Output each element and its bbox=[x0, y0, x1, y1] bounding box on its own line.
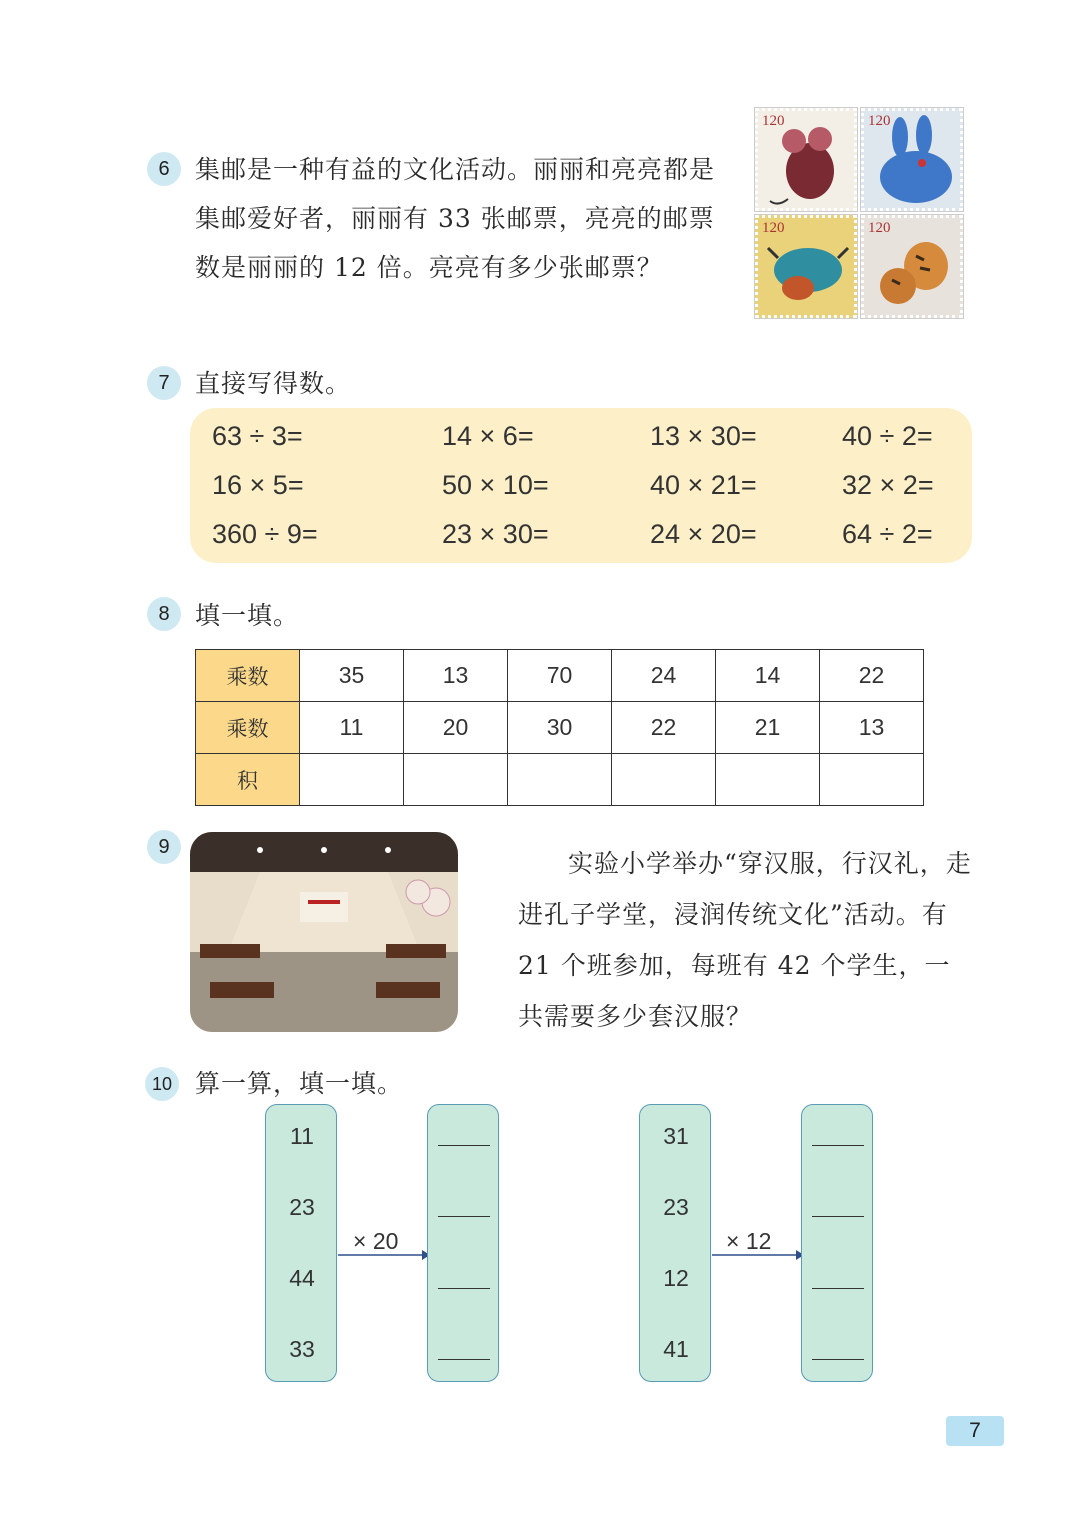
question-9-text: 实验小学举办“穿汉服，行汉礼，走进孔子学堂，浸润传统文化”活动。有 21 个班参加，每班有 42 个学生，一共需要多少套汉服？ bbox=[518, 849, 972, 1031]
input-value: 11 bbox=[290, 1123, 314, 1149]
operator-label-left: × 20 bbox=[353, 1228, 399, 1254]
input-value: 33 bbox=[289, 1336, 315, 1362]
page-number: 7 bbox=[946, 1416, 1004, 1446]
row-header: 乘数 bbox=[196, 650, 300, 702]
question-number-9: 9 bbox=[147, 830, 181, 864]
output-column-right bbox=[801, 1104, 873, 1382]
table-cell: 24 bbox=[612, 650, 716, 702]
multiplication-table bbox=[195, 649, 924, 806]
stamp-rabbit bbox=[861, 108, 963, 211]
question-7-title: 直接写得数。 bbox=[195, 369, 352, 398]
stamp-denomination: 120 bbox=[762, 220, 785, 236]
answer-blank[interactable] bbox=[812, 1216, 864, 1217]
table-cell: 13 bbox=[404, 650, 508, 702]
classroom-image bbox=[190, 832, 458, 1032]
row-header: 乘数 bbox=[196, 702, 300, 754]
rabbit-icon bbox=[864, 111, 963, 211]
answer-blank[interactable] bbox=[438, 1145, 490, 1146]
answer-blank[interactable] bbox=[438, 1216, 490, 1217]
input-value: 12 bbox=[663, 1265, 689, 1291]
answer-cell[interactable] bbox=[716, 754, 820, 806]
tiger-icon bbox=[864, 218, 963, 318]
question-number-6: 6 bbox=[147, 152, 181, 186]
zodiac-stamps-image bbox=[755, 108, 967, 322]
input-column-right bbox=[639, 1104, 711, 1382]
answer-cell[interactable] bbox=[820, 754, 924, 806]
answer-blank[interactable] bbox=[812, 1359, 864, 1360]
stamp-rat bbox=[755, 108, 857, 211]
calc-item: 32 × 2= bbox=[842, 470, 934, 500]
calc-item: 64 ÷ 2= bbox=[842, 519, 933, 549]
operator-label-right: × 12 bbox=[726, 1228, 772, 1254]
input-value: 31 bbox=[663, 1123, 689, 1149]
table-cell: 14 bbox=[716, 650, 820, 702]
answer-blank[interactable] bbox=[438, 1288, 490, 1289]
table-row bbox=[196, 702, 924, 754]
rat-icon bbox=[758, 111, 857, 211]
table-row bbox=[196, 650, 924, 702]
answer-blank[interactable] bbox=[438, 1359, 490, 1360]
table-cell: 13 bbox=[820, 702, 924, 754]
ox-icon bbox=[758, 218, 857, 318]
calc-item: 40 × 21= bbox=[650, 470, 757, 500]
table-cell: 22 bbox=[612, 702, 716, 754]
answer-blank[interactable] bbox=[812, 1288, 864, 1289]
question-number-7: 7 bbox=[147, 366, 181, 400]
mental-math-box bbox=[190, 408, 972, 563]
question-10-title: 算一算，填一填。 bbox=[195, 1069, 404, 1098]
calc-item: 40 ÷ 2= bbox=[842, 421, 933, 451]
calc-item: 14 × 6= bbox=[442, 421, 534, 451]
answer-cell[interactable] bbox=[300, 754, 404, 806]
table-cell: 20 bbox=[404, 702, 508, 754]
calc-item: 63 ÷ 3= bbox=[212, 421, 303, 451]
stamp-tiger bbox=[861, 215, 963, 318]
stamp-ox bbox=[755, 215, 857, 318]
input-value: 23 bbox=[289, 1194, 315, 1220]
input-column-left bbox=[265, 1104, 337, 1382]
table-cell: 21 bbox=[716, 702, 820, 754]
answer-cell[interactable] bbox=[508, 754, 612, 806]
question-6-text: 集邮是一种有益的文化活动。丽丽和亮亮都是集邮爱好者，丽丽有 33 张邮票，亮亮的邮票数是丽丽的 12 倍。亮亮有多少张邮票？ bbox=[195, 155, 716, 282]
question-number-8: 8 bbox=[147, 597, 181, 631]
stamp-denomination: 120 bbox=[868, 220, 891, 236]
calc-item: 50 × 10= bbox=[442, 470, 549, 500]
table-cell: 70 bbox=[508, 650, 612, 702]
table-row bbox=[196, 754, 924, 806]
row-header: 积 bbox=[196, 754, 300, 806]
question-8-title: 填一填。 bbox=[195, 601, 300, 630]
output-column-left bbox=[427, 1104, 499, 1382]
table-cell: 30 bbox=[508, 702, 612, 754]
input-value: 23 bbox=[663, 1194, 689, 1220]
stamp-denomination: 120 bbox=[868, 113, 891, 129]
table-cell: 22 bbox=[820, 650, 924, 702]
calc-item: 24 × 20= bbox=[650, 519, 757, 549]
answer-cell[interactable] bbox=[612, 754, 716, 806]
stamp-denomination: 120 bbox=[762, 113, 785, 129]
table-cell: 35 bbox=[300, 650, 404, 702]
classroom-photo bbox=[190, 832, 458, 1032]
table-cell: 11 bbox=[300, 702, 404, 754]
calc-item: 16 × 5= bbox=[212, 470, 304, 500]
answer-cell[interactable] bbox=[404, 754, 508, 806]
calc-item: 13 × 30= bbox=[650, 421, 757, 451]
calc-item: 360 ÷ 9= bbox=[212, 519, 318, 549]
answer-blank[interactable] bbox=[812, 1145, 864, 1146]
input-value: 44 bbox=[289, 1265, 315, 1291]
question-number-10: 10 bbox=[145, 1067, 179, 1101]
input-value: 41 bbox=[663, 1336, 689, 1362]
calc-item: 23 × 30= bbox=[442, 519, 549, 549]
arrow-right-icon bbox=[712, 1248, 804, 1262]
arrow-right-icon bbox=[338, 1248, 430, 1262]
